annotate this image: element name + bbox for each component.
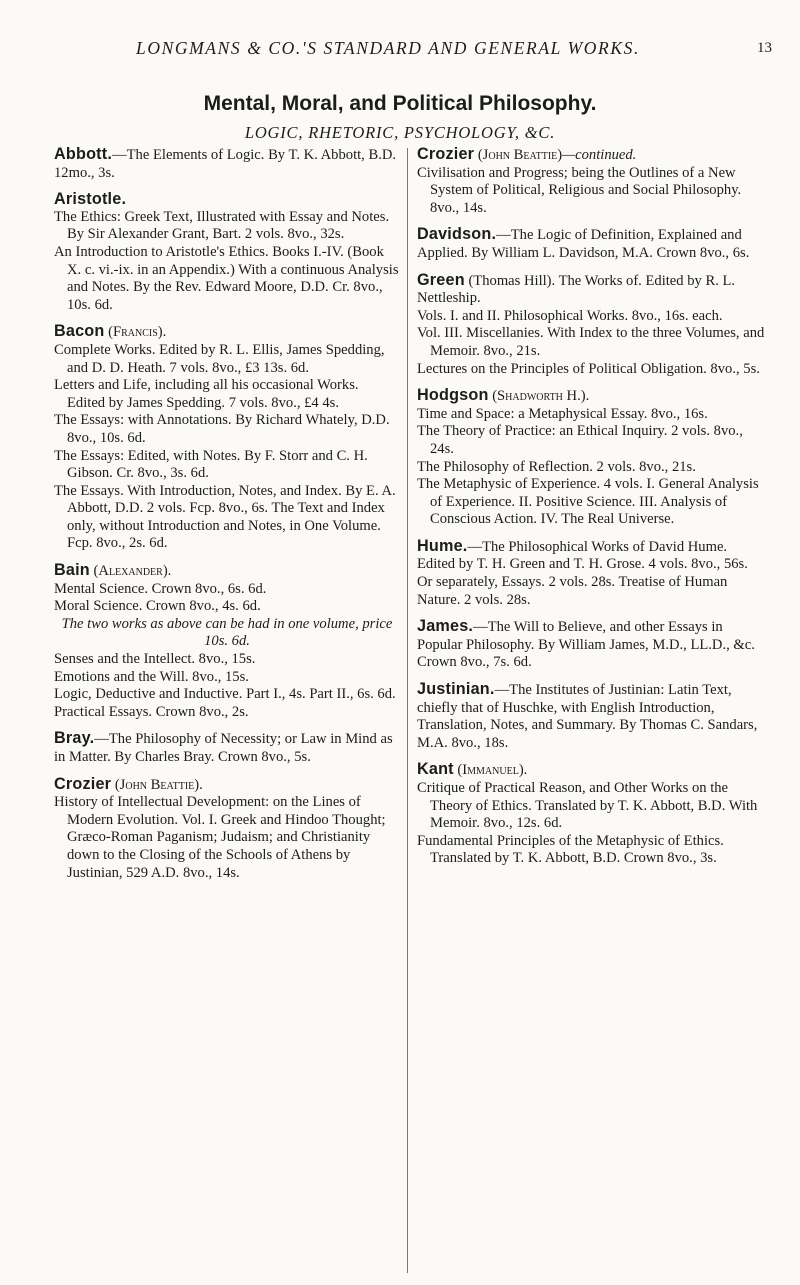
work-item: Letters and Life, including all his occasional Works. Edited by James Spedding. 7 vols. 8vo., £4 4s.	[54, 377, 359, 411]
right-column	[417, 146, 766, 877]
work-item: The Essays: with Annotations. By Richard Whately, D.D. 8vo., 10s. 6d.	[54, 412, 390, 446]
entry-crozier-continued	[417, 146, 766, 217]
entry-heading: Hodgson	[417, 386, 489, 405]
entry-author: (Francis).	[104, 324, 167, 341]
work-item: Critique of Practical Reason, and Other Works on the Theory of Ethics. Translated by T. K. Abbott, B.D. With Memoir. 8vo., 12s. 6d.	[417, 780, 758, 832]
entry-author: (John Beattie).	[111, 776, 203, 793]
entry-davidson	[417, 226, 766, 262]
entry-text: —The Philosophy of Necessity; or Law in Mind as in Matter. By Charles Bray. Crown 8vo., 5s.	[54, 731, 393, 765]
entry-heading: Bray.	[54, 729, 95, 748]
entry-heading: Hume.	[417, 536, 468, 555]
entry-heading: Davidson.	[417, 225, 497, 244]
work-item: Time and Space: a Metaphysical Essay. 8vo., 16s.	[417, 405, 708, 422]
work-item: The Theory of Practice: an Ethical Inquiry. 2 vols. 8vo., 24s.	[417, 423, 743, 457]
entry-heading: Crozier	[417, 145, 475, 163]
work-item: Civilisation and Progress; being the Outlines of a New System of Political, Religious and Social Philosophy. 8vo., 14s.	[417, 164, 742, 216]
entry-crozier	[54, 776, 400, 883]
left-column	[54, 146, 400, 891]
running-head-title: LONGMANS & CO.'S STANDARD AND GENERAL WORKS.	[136, 38, 640, 58]
entry-kant	[417, 761, 766, 868]
entry-text: —The Institutes of Justinian: Latin Text, chiefly that of Huschke, with English Introduction, Translation, Notes, and Summary. By Thomas C. Sandars, M.A. 8vo., 18s.	[417, 682, 758, 751]
work-item: An Introduction to Aristotle's Ethics. Books I.-IV. (Book X. c. vi.-ix. in an Appendix.) With a continuous Analysis and Notes. By the Rev. Edward Moore, D.D. Cr. 8vo., 10s. 6d.	[54, 243, 399, 313]
continued-label: —continued.	[562, 147, 637, 163]
entry-heading: Bain	[54, 561, 90, 580]
entry-author: (John Beattie)	[474, 147, 563, 163]
volume-note: The two works as above can be had in one volume, price 10s. 6d.	[61, 615, 393, 650]
entry-heading: Aristotle.	[54, 190, 127, 209]
entry-heading: Crozier	[54, 774, 112, 793]
entry-hodgson	[417, 387, 766, 529]
work-item: The Philosophy of Reflection. 2 vols. 8vo., 21s.	[417, 458, 696, 475]
work-item: Mental Science. Crown 8vo., 6s. 6d.	[54, 580, 267, 597]
entry-heading: Justinian.	[417, 680, 495, 699]
entry-author: (Thomas Hill). The Works of. Edited by R. L. Nettleship.	[417, 272, 736, 307]
work-item: Lectures on the Principles of Political Obligation. 8vo., 5s.	[417, 360, 760, 377]
work-item: History of Intellectual Development: on the Lines of Modern Evolution. Vol. I. Greek and Hindoo Thought; Græco-Roman Paganism; Judaism; and Christianity down to the Closing of the Schools of Athens by Justinian, 529 A.D. 8vo., 14s.	[54, 794, 386, 881]
entry-bacon	[54, 323, 400, 553]
work-item: The Ethics: Greek Text, Illustrated with Essay and Notes. By Sir Alexander Grant, Bart. 2 vols. 8vo., 32s.	[54, 208, 390, 243]
work-item: Fundamental Principles of the Metaphysic of Ethics. Translated by T. K. Abbott, B.D. Crown 8vo., 3s.	[417, 832, 724, 867]
entry-text: —The Will to Believe, and other Essays in Popular Philosophy. By William James, M.D., LL.D., &c. Crown 8vo., 7s. 6d.	[417, 619, 755, 671]
entry-heading: Green	[417, 270, 465, 289]
entry-heading: James.	[417, 617, 474, 636]
entry-text: —The Logic of Definition, Explained and Applied. By William L. Davidson, M.A. Crown 8vo., 6s.	[417, 227, 750, 261]
entry-text: —The Philosophical Works of David Hume. Edited by T. H. Green and T. H. Grose. 4 vols. 8vo., 56s. Or separately, Essays. 2 vols. 28s. Treatise of Human Nature. 2 vols. 28s.	[417, 538, 748, 608]
work-item: Vols. I. and II. Philosophical Works. 8vo., 16s. each.	[417, 307, 723, 324]
entry-hume	[417, 538, 766, 609]
entry-bain	[54, 562, 400, 721]
entry-heading: Abbott.	[54, 145, 113, 163]
entry-heading: Kant	[417, 760, 454, 779]
work-item: Emotions and the Will. 8vo., 15s.	[54, 668, 249, 685]
page-number: 13	[757, 40, 772, 56]
entry-justinian	[417, 681, 766, 752]
section-title: Mental, Moral, and Political Philosophy.	[203, 92, 597, 115]
entry-author: (Immanuel).	[453, 762, 528, 779]
entry-james	[417, 618, 766, 672]
work-item: The Essays. With Introduction, Notes, and Index. By E. A. Abbott, D.D. 2 vols. Fcp. 8vo., 6s. The Text and Index only, without Introduction and Notes, in One Volume. Fcp. 8vo., 2s. 6d.	[54, 482, 396, 552]
entry-green	[417, 272, 766, 379]
work-item: Vol. III. Miscellanies. With Index to the three Volumes, and Memoir. 8vo., 21s.	[417, 325, 765, 359]
work-item: Logic, Deductive and Inductive. Part I., 4s. Part II., 6s. 6d.	[54, 686, 396, 703]
running-head	[44, 38, 772, 66]
entry-text: —The Elements of Logic. By T. K. Abbott, B.D. 12mo., 3s.	[54, 147, 397, 181]
section-subtitle: LOGIC, RHETORIC, PSYCHOLOGY, &C.	[244, 123, 556, 142]
entry-author: (Shadworth H.).	[488, 388, 590, 405]
entry-aristotle	[54, 191, 400, 314]
work-item: The Essays: Edited, with Notes. By F. Storr and C. H. Gibson. Cr. 8vo., 3s. 6d.	[54, 447, 368, 482]
work-item: Complete Works. Edited by R. L. Ellis, James Spedding, and D. D. Heath. 7 vols. 8vo., £3 13s. 6d.	[54, 341, 385, 376]
work-item: Moral Science. Crown 8vo., 4s. 6d.	[54, 598, 261, 615]
entry-author: (Alexander).	[89, 563, 172, 580]
work-item: The Metaphysic of Experience. 4 vols. I. General Analysis of Experience. II. Positive Science. III. Analysis of Conscious Action. IV. The Real Universe.	[417, 476, 759, 528]
entry-bray	[54, 730, 400, 766]
column-divider	[407, 148, 408, 1273]
work-item: Practical Essays. Crown 8vo., 2s.	[54, 703, 249, 720]
entry-abbott	[54, 146, 400, 182]
entry-heading: Bacon	[54, 322, 105, 341]
work-item: Senses and the Intellect. 8vo., 15s.	[54, 651, 256, 668]
